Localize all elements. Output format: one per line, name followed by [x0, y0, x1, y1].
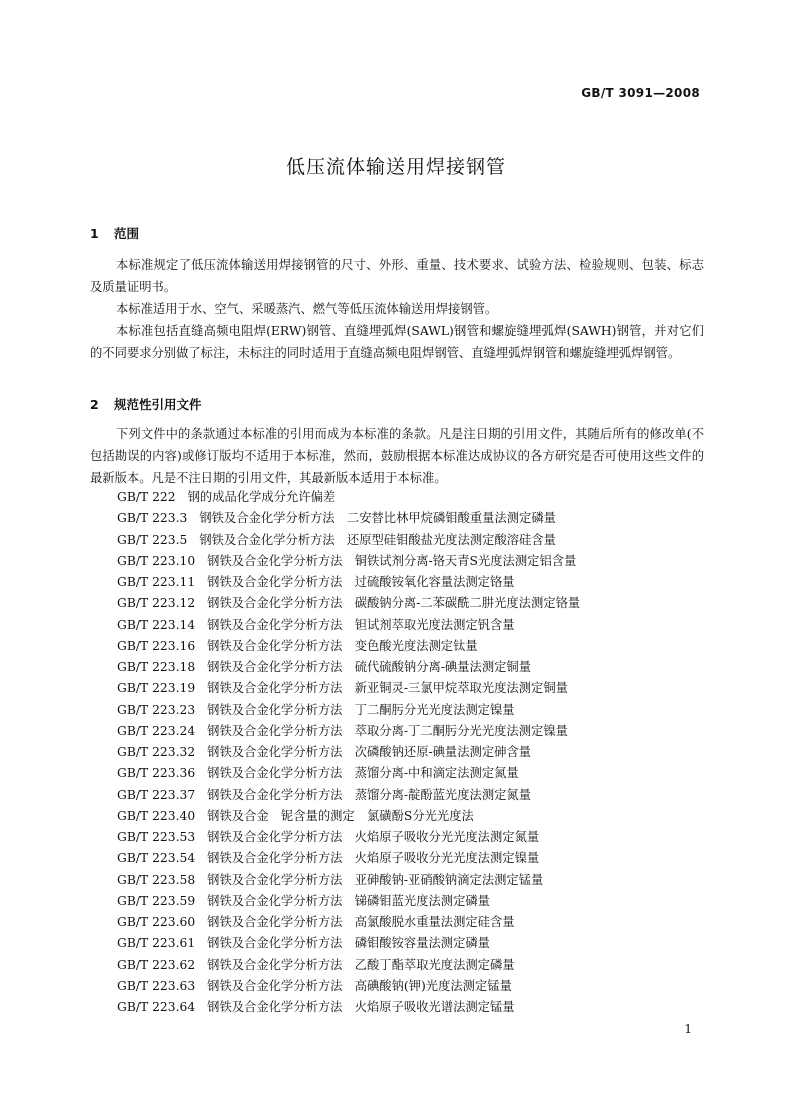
- section-number: 1: [90, 226, 99, 241]
- document-title: 低压流体输送用焊接钢管: [285, 156, 506, 178]
- reference-item: [117, 657, 580, 678]
- reference-item: [117, 806, 580, 827]
- references-intro: [90, 423, 704, 489]
- reference-item: [117, 955, 580, 976]
- reference-code: GB/T 223.11: [117, 575, 196, 589]
- reference-title: 钢铁及合金化学分析方法 高碘酸钠(钾)光度法测定锰量: [207, 978, 512, 993]
- reference-title: 钢铁及合金化学分析方法 丁二酮肟分光光度法测定镍量: [207, 702, 515, 717]
- paragraph: 本标准适用于水、空气、采暖蒸汽、燃气等低压流体输送用焊接钢管。: [116, 302, 498, 316]
- reference-code: GB/T 223.59: [117, 893, 196, 908]
- reference-title: 钢铁及合金化学分析方法 硫代硫酸钠分离-碘量法测定铜量: [207, 660, 532, 674]
- section-title: 规范性引用文件: [114, 397, 202, 412]
- reference-title: 钢铁及合金 铌含量的测定 氯磺酚S分光光度法: [207, 808, 474, 823]
- reference-title: 钢铁及合金化学分析方法 钽试剂萃取光度法测定钒含量: [207, 617, 515, 632]
- reference-item: [117, 997, 580, 1018]
- paragraph: 本标准包括直缝高频电阻焊(ERW)钢管、直缝埋弧焊(SAWL)钢管和螺旋缝埋弧焊(SAWH)钢管，并对它们的不同要求分别做了标注，未标注的同时适用于直缝高频电阻焊钢管、直缝埋弧焊钢管和螺旋缝埋弧焊钢管。: [90, 324, 704, 360]
- reference-title: 钢铁及合金化学分析方法 碳酸钠分离-二苯碳酰二肼光度法测定铬量: [207, 596, 581, 611]
- reference-item: [117, 508, 580, 529]
- reference-item: [117, 593, 580, 614]
- paragraph: 本标准规定了低压流体输送用焊接钢管的尺寸、外形、重量、技术要求、试验方法、检验规则、包装、标志及质量证明书。: [90, 258, 704, 294]
- standard-code: GB/T 3091—2008: [581, 86, 700, 100]
- reference-code: GB/T 223.32: [117, 745, 196, 759]
- page-number: 1: [684, 1022, 692, 1036]
- reference-item: [117, 933, 580, 954]
- reference-title: 钢铁及合金化学分析方法 过硫酸铵氧化容量法测定铬量: [207, 575, 515, 589]
- reference-item: [117, 487, 580, 508]
- reference-item: [117, 891, 580, 912]
- reference-code: GB/T 223.3: [117, 511, 188, 526]
- reference-title: 钢铁及合金化学分析方法 蒸馏分离-中和滴定法测定氮量: [207, 766, 519, 781]
- reference-title: 钢铁及合金化学分析方法 还原型硅钼酸盐光度法测定酸溶硅含量: [199, 532, 556, 547]
- reference-title: 钢铁及合金化学分析方法 蒸馏分离-靛酚蓝光度法测定氮量: [207, 787, 532, 802]
- reference-item: [117, 870, 580, 891]
- reference-item: [117, 827, 580, 848]
- reference-item: [117, 912, 580, 933]
- reference-code: GB/T 223.14: [117, 617, 196, 632]
- reference-title: 钢铁及合金化学分析方法 变色酸光度法测定钛量: [207, 638, 478, 653]
- reference-item: [117, 572, 580, 593]
- reference-code: GB/T 223.18: [117, 660, 196, 674]
- reference-code: GB/T 223.60: [117, 915, 196, 929]
- reference-title: 钢铁及合金化学分析方法 亚砷酸钠-亚硝酸钠滴定法测定锰量: [207, 872, 544, 887]
- scope-body: [90, 254, 704, 364]
- reference-title: 钢铁及合金化学分析方法 萃取分离-丁二酮肟分光光度法测定镍量: [207, 723, 568, 738]
- reference-title: 钢铁及合金化学分析方法 乙酸丁酯萃取光度法测定磷量: [207, 957, 515, 972]
- reference-title: 钢铁及合金化学分析方法 新亚铜灵-三氯甲烷萃取光度法测定铜量: [207, 681, 568, 696]
- reference-code: GB/T 223.24: [117, 723, 196, 738]
- section-number: 2: [90, 397, 99, 412]
- reference-title: 钢铁及合金化学分析方法 铜铁试剂分离-铬天青S光度法测定铝含量: [207, 553, 577, 568]
- reference-code: GB/T 223.23: [117, 702, 196, 717]
- reference-code: GB/T 223.64: [117, 1000, 196, 1014]
- reference-item: [117, 700, 580, 721]
- reference-code: GB/T 223.63: [117, 978, 196, 993]
- reference-code: GB/T 223.61: [117, 936, 196, 951]
- reference-item: [117, 763, 580, 784]
- reference-title: 钢铁及合金化学分析方法 火焰原子吸收分光光度法测定镍量: [207, 851, 540, 866]
- reference-title: 钢的成品化学成分允许偏差: [187, 490, 336, 504]
- reference-code: GB/T 223.16: [117, 638, 196, 653]
- reference-title: 钢铁及合金化学分析方法 火焰原子吸收分光光度法测定氮量: [207, 830, 540, 844]
- section-heading-scope: [90, 224, 139, 242]
- reference-item: [117, 678, 580, 699]
- reference-item: [117, 530, 580, 551]
- section-title: 范围: [114, 226, 140, 241]
- reference-code: GB/T 223.36: [117, 766, 196, 781]
- reference-code: GB/T 222: [117, 490, 176, 504]
- reference-title: 钢铁及合金化学分析方法 次磷酸钠还原-碘量法测定砷含量: [207, 745, 532, 759]
- reference-item: [117, 551, 580, 572]
- reference-code: GB/T 223.5: [117, 532, 188, 547]
- reference-title: 钢铁及合金化学分析方法 磷钼酸铵容量法测定磷量: [207, 936, 490, 951]
- reference-code: GB/T 223.19: [117, 681, 196, 696]
- reference-code: GB/T 223.54: [117, 851, 196, 866]
- reference-code: GB/T 223.10: [117, 553, 196, 568]
- reference-item: [117, 636, 580, 657]
- reference-code: GB/T 223.62: [117, 957, 196, 972]
- reference-title: 钢铁及合金化学分析方法 火焰原子吸收光谱法测定锰量: [207, 1000, 515, 1014]
- section-heading-references: [90, 395, 202, 413]
- reference-code: GB/T 223.40: [117, 808, 196, 823]
- reference-code: GB/T 223.58: [117, 872, 196, 887]
- reference-code: GB/T 223.12: [117, 596, 196, 611]
- reference-item: [117, 721, 580, 742]
- reference-title: 钢铁及合金化学分析方法 锑磷钼蓝光度法测定磷量: [207, 893, 490, 908]
- paragraph: 下列文件中的条款通过本标准的引用而成为本标准的条款。凡是注日期的引用文件，其随后所有的修改单(不包括勘误的内容)或修订版均不适用于本标准，然而，鼓励根据本标准达成协议的各方研究是否可使用这些文件的最新版本。凡是不注日期的引用文件，其最新版本适用于本标准。: [90, 427, 704, 485]
- reference-item: [117, 785, 580, 806]
- reference-item: [117, 976, 580, 997]
- reference-item: [117, 615, 580, 636]
- reference-item: [117, 742, 580, 763]
- reference-title: 钢铁及合金化学分析方法 二安替比林甲烷磷钼酸重量法测定磷量: [199, 511, 556, 526]
- reference-code: GB/T 223.53: [117, 830, 196, 844]
- reference-code: GB/T 223.37: [117, 787, 196, 802]
- reference-list: [117, 487, 580, 1018]
- reference-title: 钢铁及合金化学分析方法 高氯酸脱水重量法测定硅含量: [207, 915, 515, 929]
- reference-item: [117, 848, 580, 869]
